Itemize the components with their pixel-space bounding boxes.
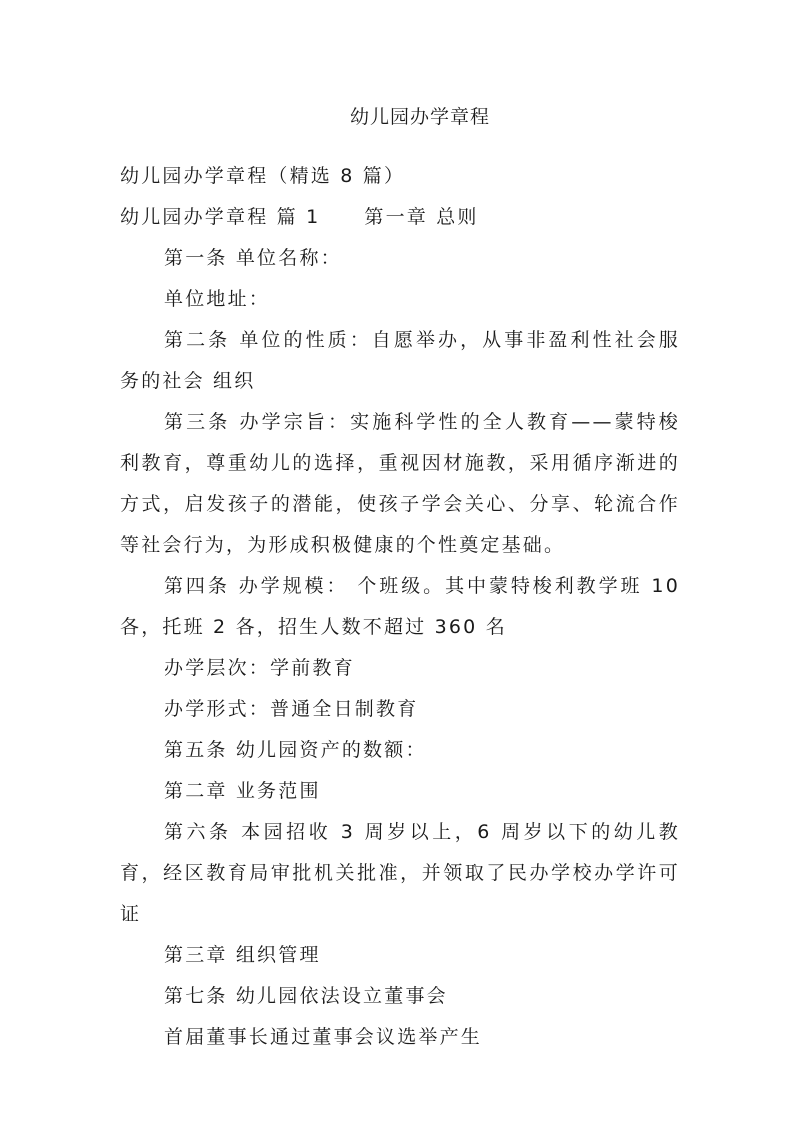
paragraph: 第七条 幼儿园依法设立董事会 — [164, 985, 448, 1007]
paragraph: 第五条 幼儿园资产的数额： — [164, 739, 427, 761]
document-body — [120, 156, 680, 1058]
piece-heading-line — [120, 197, 680, 238]
paragraph: 首届董事长通过董事会议选举产生 — [164, 1026, 483, 1048]
paragraph: 第三条 办学宗旨：实施科学性的全人教育——蒙特梭利教育，尊重幼儿的选择，重视因材施教，采用循序渐进的方式，启发孩子的潜能，使孩子学会关心、分享、轮流合作等社会行为，为形成积极健康的个性奠定基础。 — [120, 411, 680, 556]
paragraph: 办学形式：普通全日制教育 — [164, 698, 419, 720]
document-title: 幼儿园办学章程 — [349, 106, 490, 128]
paragraph: 第二条 单位的性质：自愿举办，从事非盈利性社会服务的社会 组织 — [120, 329, 680, 392]
paragraph: 第一条 单位名称： — [164, 247, 342, 269]
chapter1-heading: 第一章 总则 — [364, 206, 479, 228]
paragraph: 第四条 办学规模： 个班级。其中蒙特梭利教学班 10 各，托班 2 各，招生人数不超过 360 名 — [120, 575, 680, 638]
chapter-heading: 第二章 业务范围 — [164, 780, 321, 802]
subtitle: 幼儿园办学章程（精选 8 篇） — [120, 165, 406, 187]
chapter-heading: 第三章 组织管理 — [164, 944, 321, 966]
paragraph: 第六条 本园招收 3 周岁以上，6 周岁以下的幼儿教育，经区教育局审批机关批准，并领取了民办学校办学许可证 — [120, 821, 680, 925]
piece-heading: 幼儿园办学章程 篇 1 — [120, 206, 321, 228]
paragraph: 单位地址： — [164, 288, 271, 310]
paragraph: 办学层次：学前教育 — [164, 657, 355, 679]
